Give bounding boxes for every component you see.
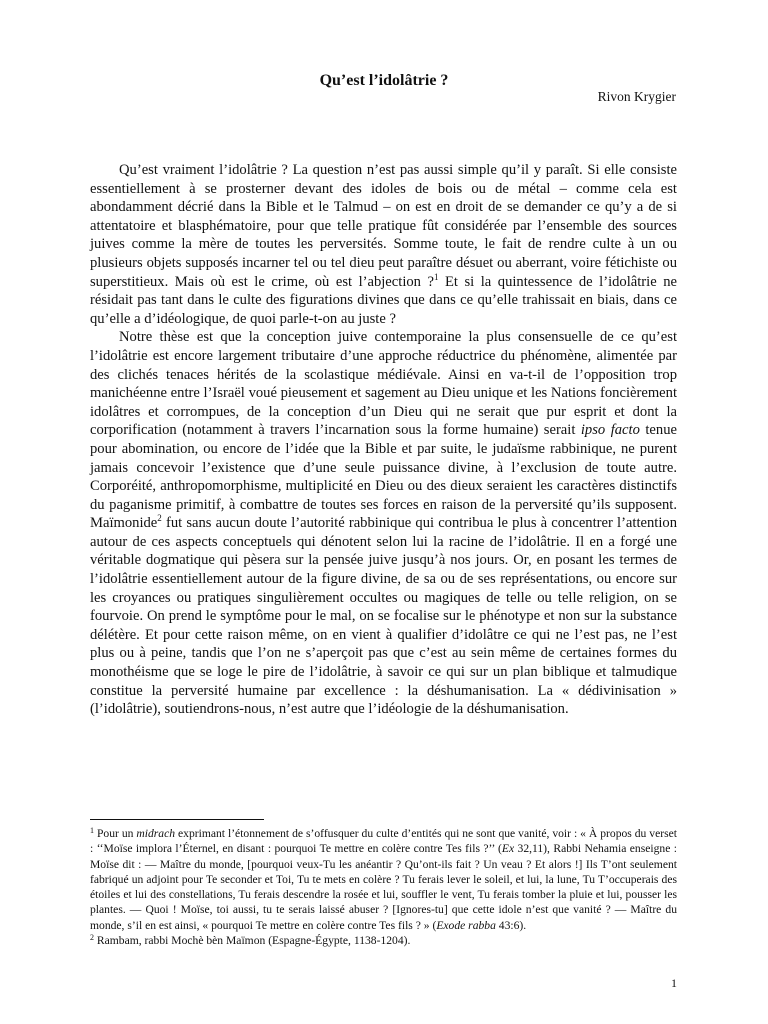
- text-run: tenue pour abomination, ou encore de l’idée que la Bible et par suite, le judaïsme rabbinique, ne purent jamais concevoir l’existence que d’une seule puissance divine, à l’exclusion de toute autre. Corporéité, anthropomorphisme, multiplicité en Dieu ou des dieux seraient les caractères distinctifs du paganisme primitif, à combattre de toutes ses forces en raison de la perversité qu’ils supposent. Maïmonide: [90, 422, 677, 532]
- text-run: Et si la quintessence de l’idolâtrie ne résidait pas tant dans le culte des figurations divines que dans ce qu’elle trahissait en biais, dans ce qu’elle a d’idéologique, de quoi parle-t-on au juste ?: [90, 273, 677, 327]
- document-title: Qu’est l’idolâtrie ?: [319, 72, 449, 89]
- footnote-reference: 1: [433, 271, 439, 282]
- page-number: 1: [671, 976, 677, 990]
- body-text: [90, 161, 677, 719]
- text-run: Pour un: [94, 827, 137, 840]
- footnote-reference: 1: [90, 826, 94, 835]
- text-run: 32,11), Rabbi Nehamia enseigne : Moïse dit : — Maître du monde, [pourquoi veux-Tu les anéantir ? Qu’ont-ils fait ? Un veau ? Et alors !] Ils T’ont seulement fabriqué un adjoint pour Te seconder et Toi, Tu te mets en colère ? Tu ferais lever le soleil, et lui, la lune, Tu T’occuperais des étoiles et lui des constellations, Tu ferais descendre la rosée et lui, souffler le vent, Tu ferais tomber la pluie et lui, pousser les plantes. — Quoi ! Moïse, toi aussi, tu te serais laissé abuser ? [Ignores-tu] que cette idole n’est que vanité ? — Maître du monde, s’il en est ainsi, « pourquoi Te mettre en colère contre Tes fils ? » (: [90, 842, 678, 932]
- text-run: Qu’est vraiment l’idolâtrie ? La question n’est pas aussi simple qu’il y paraît. Si elle consiste essentiellement à se prosterner devant des idoles de bois ou de métal – comme cela est abondamment décrié dans la Bible et le Talmud – on est en droit de se demander ce qu’y a de si attentatoire et blasphématoire, pour que telle pratique fût considérée par l’ensemble des sources juives comme la mère de toutes les perversités. Somme toute, le fait de rendre culte à un ou plusieurs objets supposés incarner tel ou tel dieu peut paraître désuet ou aberrant, voire fétichiste ou superstitieux. Mais où est le crime, où est l’abjection ?: [90, 162, 677, 290]
- author-name: Rivon Krygier: [597, 89, 676, 104]
- italic-text: ipso facto: [580, 422, 640, 439]
- footnote: [90, 933, 677, 948]
- text-run: exprimant l’étonnement de s’offusquer du culte d’entités qui ne sont que vanité, voir : « À propos du verset : ‘‘Moïse implora l’Éternel, en disant : pourquoi Te mettre en colère contre Tes fils ?’’ (: [90, 827, 677, 856]
- text-run: 43:6).: [495, 918, 527, 932]
- footnote: [90, 826, 677, 933]
- paragraph: [90, 328, 677, 718]
- paragraph: [90, 161, 677, 328]
- text-run: Rambam, rabbi Mochè bèn Maïmon (Espagne-Égypte, 1138-1204).: [94, 934, 411, 948]
- footnote-reference: 2: [90, 933, 94, 943]
- italic-text: Exode rabba: [436, 918, 496, 932]
- text-run: fut sans aucun doute l’autorité rabbinique qui contribua le plus à concentrer l’attention autour de ces aspects conceptuels qui dénotent selon lui la racine de l’idolâtrie. Il en a forgé une véritable dogmatique qui pèsera sur la pensée juive jusqu’à nos jours. Or, en posant les termes de l’idolâtrie essentiellement autour de la figure divine, de sa ou de ses représentations, ou encore sur les croyances ou pratiques singulièrement occultes ou magiques de telle ou telle religion, on se fourvoie. On prend le symptôme pour le mal, on se focalise sur le phénotype et non sur la substance délétère. Et pour cette raison même, on en vient à qualifier d’idolâtre ce qui ne l’est pas, ne l’est plus ou à peine, tandis que l’on ne s’aperçoit pas que c’est au sein même de certaines formes du monothéisme que se loge le pire de l’idolâtrie, à savoir ce qui sur un plan biblique et talmudique constitue la perversité humaine par excellence : la déshumanisation. La « dédivinisation » (l’idolâtrie), soutiendrons-nous, n’est autre que l’idéologie de la déshumanisation.: [90, 515, 677, 718]
- italic-text: midrach: [136, 827, 176, 840]
- italic-text: Ex: [501, 842, 515, 856]
- footnote-separator: [90, 819, 264, 820]
- footnote-reference: 2: [157, 513, 162, 524]
- footnotes: [90, 826, 677, 948]
- text-run: Notre thèse est que la conception juive contemporaine la plus consensuelle de ce qu’est l’idolâtrie est encore largement tributaire d’une approche réductrice du phénomène, alimentée par des clichés tenaces hérités de la scolastique médiévale. Ainsi en va-t-il de l’opposition trop manichéenne entre l’Israël voué pieusement et sagement au Dieu unique et les Nations foncièrement idolâtres et corrompues, de la conception d’un Dieu qui ne serait que pur esprit et dont la corporification (notamment à travers l’incarnation sous la forme humaine) serait: [90, 329, 677, 439]
